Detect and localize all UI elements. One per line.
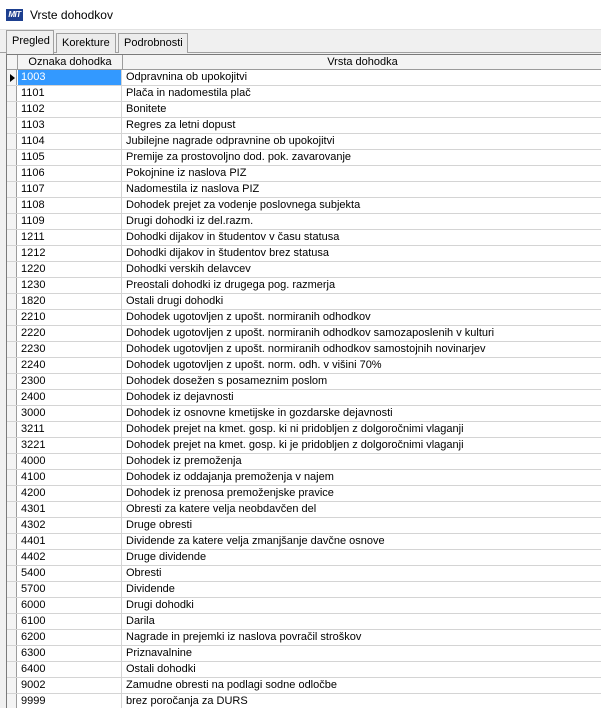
cell-code[interactable]: 1102 bbox=[18, 102, 122, 117]
table-row[interactable] bbox=[7, 694, 601, 708]
cell-code[interactable]: 5400 bbox=[18, 566, 122, 581]
row-selector[interactable] bbox=[7, 214, 17, 229]
cell-code[interactable]: 9999 bbox=[18, 694, 122, 708]
table-row[interactable] bbox=[7, 70, 601, 86]
row-selector[interactable] bbox=[7, 454, 17, 469]
table-row[interactable] bbox=[7, 502, 601, 518]
cell-code[interactable]: 1104 bbox=[18, 134, 122, 149]
cell-code[interactable]: 1108 bbox=[18, 198, 122, 213]
cell-type[interactable]: Nadomestila iz naslova PIZ bbox=[126, 183, 260, 195]
row-selector[interactable] bbox=[7, 614, 17, 629]
cell-type[interactable]: Darila bbox=[126, 615, 155, 627]
table-row[interactable] bbox=[7, 438, 601, 454]
table-row[interactable] bbox=[7, 534, 601, 550]
cell-code[interactable]: 3000 bbox=[18, 406, 122, 421]
table-row[interactable] bbox=[7, 134, 601, 150]
cell-type[interactable]: Drugi dohodki iz del.razm. bbox=[126, 215, 254, 227]
cell-type[interactable]: Plača in nadomestila plač bbox=[126, 87, 251, 99]
row-selector[interactable] bbox=[7, 678, 17, 693]
row-selector[interactable] bbox=[7, 630, 17, 645]
table-row[interactable] bbox=[7, 86, 601, 102]
row-selector[interactable] bbox=[7, 598, 17, 613]
cell-code[interactable]: 1106 bbox=[18, 166, 122, 181]
table-row[interactable] bbox=[7, 630, 601, 646]
cell-code[interactable]: 6400 bbox=[18, 662, 122, 677]
cell-code[interactable]: 1109 bbox=[18, 214, 122, 229]
cell-type[interactable]: Dohodek iz oddajanja premoženja v najem bbox=[126, 471, 334, 483]
table-row[interactable] bbox=[7, 118, 601, 134]
cell-code[interactable]: 1103 bbox=[18, 118, 122, 133]
row-selector[interactable] bbox=[7, 390, 17, 405]
cell-type[interactable]: brez poročanja za DURS bbox=[126, 695, 248, 707]
table-row[interactable] bbox=[7, 294, 601, 310]
table-row[interactable] bbox=[7, 262, 601, 278]
table-row[interactable] bbox=[7, 470, 601, 486]
row-selector[interactable] bbox=[7, 646, 17, 661]
cell-code[interactable]: 3211 bbox=[18, 422, 122, 437]
cell-type[interactable]: Dohodek prejet na kmet. gosp. ki je pridobljen z dolgoročnimi vlaganji bbox=[126, 439, 464, 451]
row-selector[interactable] bbox=[7, 502, 17, 517]
cell-type[interactable]: Bonitete bbox=[126, 103, 167, 115]
cell-code[interactable]: 4401 bbox=[18, 534, 122, 549]
cell-code[interactable]: 2210 bbox=[18, 310, 122, 325]
cell-type[interactable]: Odpravnina ob upokojitvi bbox=[126, 71, 248, 83]
income-types-grid[interactable] bbox=[6, 54, 601, 708]
row-selector[interactable] bbox=[7, 118, 17, 133]
row-selector[interactable] bbox=[7, 310, 17, 325]
row-selector[interactable] bbox=[7, 166, 17, 181]
row-selector[interactable] bbox=[7, 486, 17, 501]
table-row[interactable] bbox=[7, 342, 601, 358]
app-logo-icon: MIT bbox=[6, 9, 23, 21]
cell-type[interactable]: Ostali drugi dohodki bbox=[126, 295, 224, 307]
cell-code[interactable]: 1820 bbox=[18, 294, 122, 309]
cell-type[interactable]: Dohodek ugotovljen z upošt. normiranih odhodkov bbox=[126, 311, 371, 323]
row-selector[interactable] bbox=[7, 374, 17, 389]
row-selector[interactable] bbox=[7, 246, 17, 261]
cell-code[interactable]: 1211 bbox=[18, 230, 122, 245]
title-bar bbox=[0, 0, 601, 30]
cell-type[interactable]: Dohodek prejet za vodenje poslovnega subjekta bbox=[126, 199, 361, 211]
cell-code[interactable]: 6200 bbox=[18, 630, 122, 645]
row-selector[interactable] bbox=[7, 182, 17, 197]
row-selector[interactable] bbox=[7, 342, 17, 357]
table-row[interactable] bbox=[7, 246, 601, 262]
tab-strip bbox=[0, 30, 601, 53]
cell-code[interactable]: 4100 bbox=[18, 470, 122, 485]
grid-body bbox=[7, 70, 601, 708]
row-selector[interactable] bbox=[7, 694, 17, 708]
cell-type[interactable]: Dohodek iz premoženja bbox=[126, 455, 242, 467]
cell-code[interactable]: 6300 bbox=[18, 646, 122, 661]
cell-code[interactable]: 6000 bbox=[18, 598, 122, 613]
row-selector[interactable] bbox=[7, 102, 17, 117]
cell-code[interactable]: 4200 bbox=[18, 486, 122, 501]
cell-type[interactable]: Druge obresti bbox=[126, 519, 193, 531]
tab-korekture[interactable]: Korekture bbox=[56, 33, 116, 53]
cell-code[interactable]: 4302 bbox=[18, 518, 122, 533]
cell-type[interactable]: Dohodki dijakov in študentov v času statusa bbox=[126, 231, 340, 243]
column-header-type[interactable]: Vrsta dohodka bbox=[327, 56, 398, 68]
table-row[interactable] bbox=[7, 454, 601, 470]
cell-type[interactable]: Dohodki dijakov in študentov brez statusa bbox=[126, 247, 330, 259]
table-row[interactable] bbox=[7, 198, 601, 214]
cell-code[interactable]: 1101 bbox=[18, 86, 122, 101]
column-header-code[interactable]: Oznaka dohodka bbox=[18, 55, 123, 70]
row-selector[interactable] bbox=[7, 262, 17, 277]
cell-type[interactable]: Dohodek ugotovljen z upošt. norm. odh. v višini 70% bbox=[126, 359, 382, 371]
row-selector[interactable] bbox=[7, 582, 17, 597]
cell-code[interactable]: 1220 bbox=[18, 262, 122, 277]
cell-type[interactable]: Jubilejne nagrade odpravnine ob upokojitvi bbox=[126, 135, 335, 147]
table-row[interactable] bbox=[7, 582, 601, 598]
row-selector[interactable] bbox=[7, 70, 17, 85]
table-row[interactable] bbox=[7, 310, 601, 326]
row-selector[interactable] bbox=[7, 438, 17, 453]
cell-type[interactable]: Dohodek ugotovljen z upošt. normiranih odhodkov samozaposlenih v kulturi bbox=[126, 327, 495, 339]
table-row[interactable] bbox=[7, 422, 601, 438]
cell-code[interactable]: 2230 bbox=[18, 342, 122, 357]
cell-code[interactable]: 2240 bbox=[18, 358, 122, 373]
row-selector-header bbox=[7, 55, 18, 70]
cell-type[interactable]: Preostali dohodki iz drugega pog. razmerja bbox=[126, 279, 336, 291]
row-selector[interactable] bbox=[7, 406, 17, 421]
cell-type[interactable]: Dohodek ugotovljen z upošt. normiranih odhodkov samostojnih novinarjev bbox=[126, 343, 486, 355]
table-row[interactable] bbox=[7, 182, 601, 198]
row-selector[interactable] bbox=[7, 422, 17, 437]
table-row[interactable] bbox=[7, 166, 601, 182]
grid-header bbox=[7, 55, 601, 70]
table-row[interactable] bbox=[7, 390, 601, 406]
table-row[interactable] bbox=[7, 374, 601, 390]
table-row[interactable] bbox=[7, 358, 601, 374]
row-selector[interactable] bbox=[7, 518, 17, 533]
table-row[interactable] bbox=[7, 518, 601, 534]
cell-type[interactable]: Dohodek iz dejavnosti bbox=[126, 391, 234, 403]
cell-code[interactable]: 4402 bbox=[18, 550, 122, 565]
row-selector[interactable] bbox=[7, 198, 17, 213]
row-selector[interactable] bbox=[7, 534, 17, 549]
tab-pregled[interactable]: Pregled bbox=[6, 30, 54, 54]
row-selector[interactable] bbox=[7, 550, 17, 565]
window-title: Vrste dohodkov bbox=[30, 8, 113, 22]
cell-type[interactable]: Dohodek dosežen s posameznim poslom bbox=[126, 375, 328, 387]
cell-code[interactable]: 4301 bbox=[18, 502, 122, 517]
row-selector[interactable] bbox=[7, 662, 17, 677]
table-row[interactable] bbox=[7, 550, 601, 566]
row-selector[interactable] bbox=[7, 566, 17, 581]
cell-code[interactable]: 1230 bbox=[18, 278, 122, 293]
row-selector[interactable] bbox=[7, 470, 17, 485]
current-row-arrow-icon bbox=[10, 74, 15, 82]
cell-type[interactable]: Dohodki verskih delavcev bbox=[126, 263, 251, 275]
cell-code[interactable]: 1105 bbox=[18, 150, 122, 165]
cell-code[interactable]: 6100 bbox=[18, 614, 122, 629]
cell-code[interactable]: 5700 bbox=[18, 582, 122, 597]
cell-type[interactable]: Dohodek iz prenosa premoženjske pravice bbox=[126, 487, 334, 499]
row-selector[interactable] bbox=[7, 230, 17, 245]
cell-type[interactable]: Regres za letni dopust bbox=[126, 119, 236, 131]
cell-type[interactable]: Priznavalnine bbox=[126, 647, 193, 659]
cell-type[interactable]: Dividende bbox=[126, 583, 175, 595]
table-row[interactable] bbox=[7, 486, 601, 502]
table-row[interactable] bbox=[7, 662, 601, 678]
cell-type[interactable]: Dohodek iz osnovne kmetijske in gozdarske dejavnosti bbox=[126, 407, 393, 419]
cell-code[interactable]: 2400 bbox=[18, 390, 122, 405]
cell-type[interactable]: Dohodek prejet na kmet. gosp. ki ni pridobljen z dolgoročnimi vlaganji bbox=[126, 423, 464, 435]
table-row[interactable] bbox=[7, 326, 601, 342]
table-row[interactable] bbox=[7, 214, 601, 230]
table-row[interactable] bbox=[7, 614, 601, 630]
cell-code[interactable]: 2300 bbox=[18, 374, 122, 389]
table-row[interactable] bbox=[7, 566, 601, 582]
table-row[interactable] bbox=[7, 598, 601, 614]
cell-code[interactable]: 4000 bbox=[18, 454, 122, 469]
cell-type[interactable]: Zamudne obresti na podlagi sodne odločbe bbox=[126, 679, 337, 691]
cell-code[interactable]: 1107 bbox=[18, 182, 122, 197]
row-selector[interactable] bbox=[7, 134, 17, 149]
row-selector[interactable] bbox=[7, 86, 17, 101]
cell-code[interactable]: 1212 bbox=[18, 246, 122, 261]
cell-type[interactable]: Obresti za katere velja neobdavčen del bbox=[126, 503, 317, 515]
table-row[interactable] bbox=[7, 278, 601, 294]
cell-type[interactable]: Dividende za katere velja zmanjšanje davčne osnove bbox=[126, 535, 385, 547]
row-selector[interactable] bbox=[7, 278, 17, 293]
cell-code[interactable]: 9002 bbox=[18, 678, 122, 693]
cell-code[interactable]: 3221 bbox=[18, 438, 122, 453]
table-row[interactable] bbox=[7, 646, 601, 662]
table-row[interactable] bbox=[7, 678, 601, 694]
cell-type[interactable]: Obresti bbox=[126, 567, 162, 579]
cell-type[interactable]: Ostali dohodki bbox=[126, 663, 196, 675]
row-selector[interactable] bbox=[7, 150, 17, 165]
cell-type[interactable]: Drugi dohodki bbox=[126, 599, 194, 611]
cell-code[interactable]: 2220 bbox=[18, 326, 122, 341]
cell-type[interactable]: Druge dividende bbox=[126, 551, 207, 563]
row-selector[interactable] bbox=[7, 358, 17, 373]
row-selector[interactable] bbox=[7, 326, 17, 341]
table-row[interactable] bbox=[7, 150, 601, 166]
row-selector[interactable] bbox=[7, 294, 17, 309]
cell-type[interactable]: Premije za prostovoljno dod. pok. zavarovanje bbox=[126, 151, 352, 163]
cell-code[interactable]: 1003 bbox=[18, 70, 122, 85]
table-row[interactable] bbox=[7, 406, 601, 422]
cell-type[interactable]: Pokojnine iz naslova PIZ bbox=[126, 167, 247, 179]
cell-type[interactable]: Nagrade in prejemki iz naslova povračil stroškov bbox=[126, 631, 362, 643]
tab-podrobnosti[interactable]: Podrobnosti bbox=[118, 33, 188, 53]
table-row[interactable] bbox=[7, 230, 601, 246]
table-row[interactable] bbox=[7, 102, 601, 118]
